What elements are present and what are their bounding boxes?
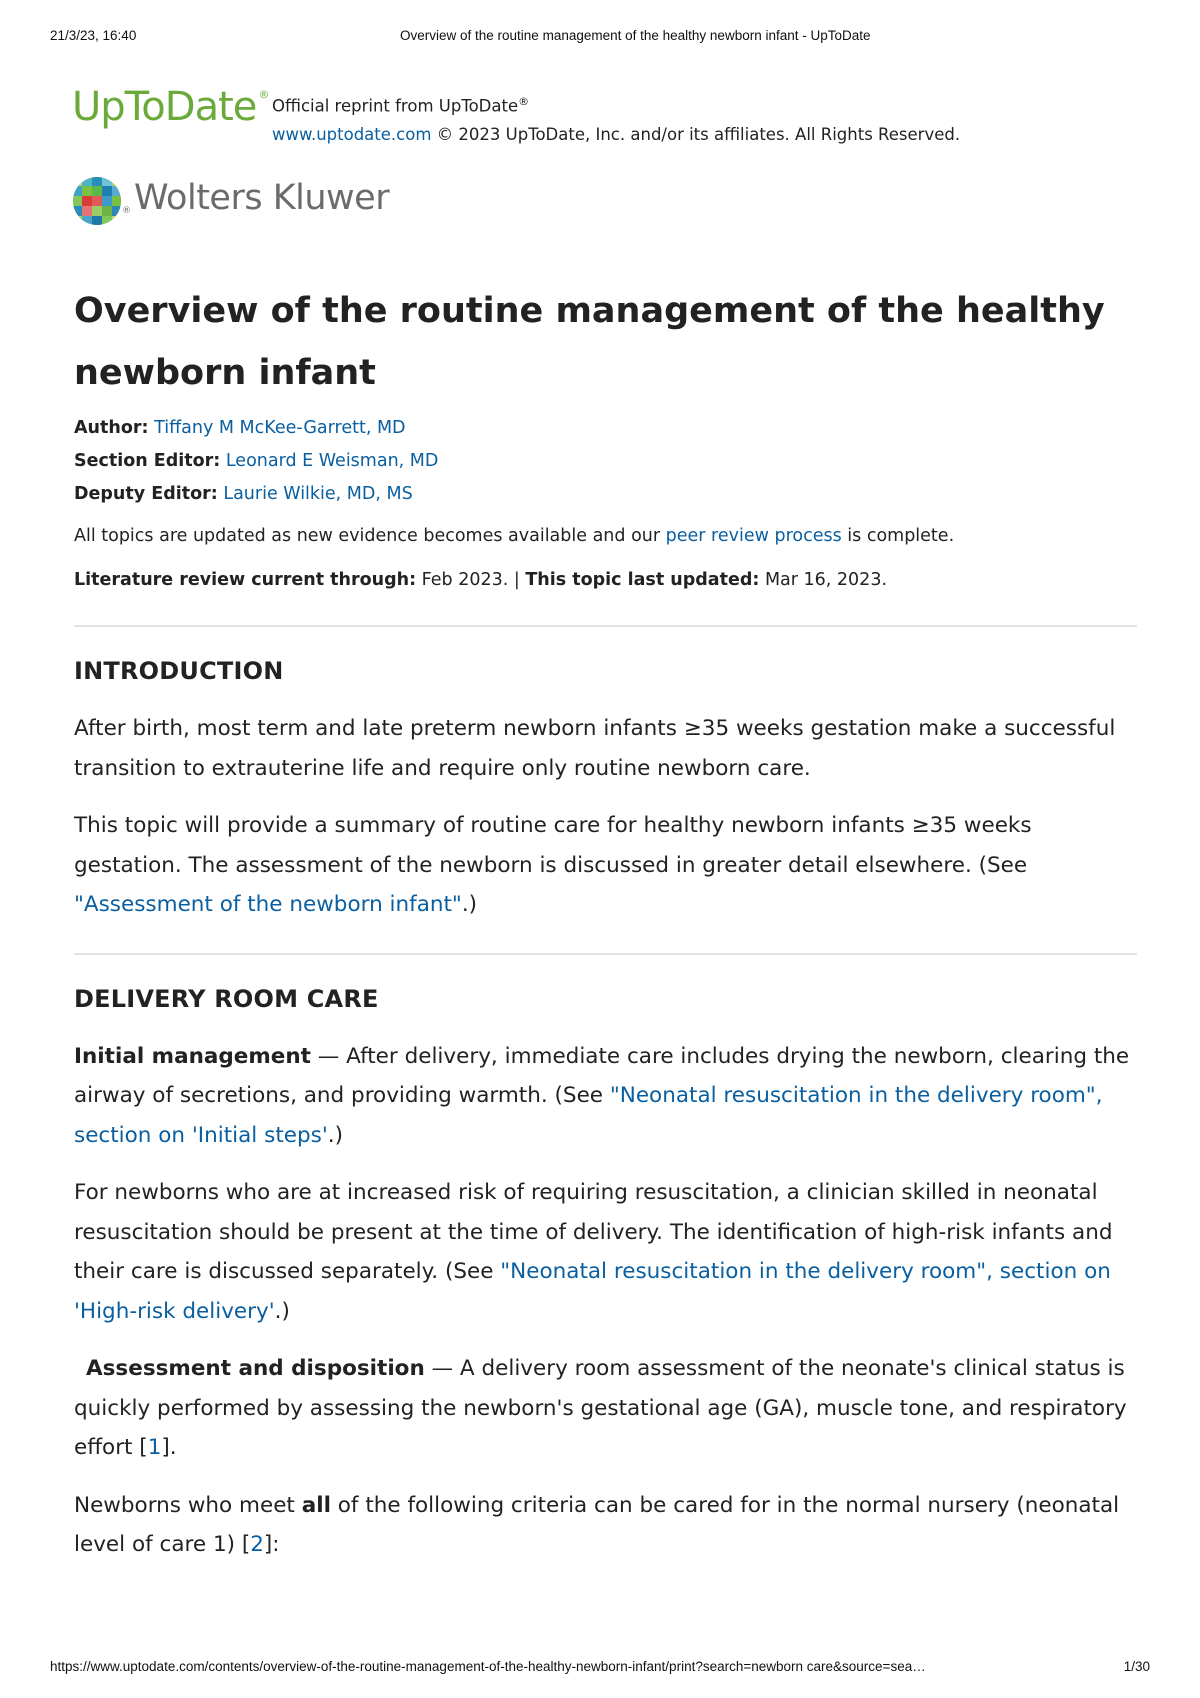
introduction-paragraph-2 <box>74 806 1137 925</box>
reprint-notice <box>272 88 960 149</box>
wk-registered-mark: ® <box>122 206 131 216</box>
section-editor-link[interactable]: Leonard E Weisman, MD <box>225 451 439 471</box>
initial-management-end: .) <box>327 1122 343 1148</box>
author-line <box>74 412 1137 445</box>
reprint-registered-mark: ® <box>518 95 530 108</box>
date-separator: | <box>508 570 526 590</box>
assessment-title: Assessment and disposition <box>86 1356 425 1381</box>
criteria-text: of the following criteria can be cared for in the normal nursery (neonatal level of care 1) [ <box>74 1492 1120 1557</box>
introduction-paragraph-1: After birth, most term and late preterm newborn infants ≥35 weeks gestation make a successful transition to extrauterine life and require only routine newborn care. <box>74 716 1116 781</box>
copyright-text: © 2023 UpToDate, Inc. and/or its affiliates. All Rights Reserved. <box>436 124 961 144</box>
assessment-paragraph <box>74 1349 1137 1468</box>
reference-1-link[interactable]: 1 <box>147 1435 162 1460</box>
lit-review-label: Literature review current through: <box>74 570 417 590</box>
wolters-kluwer-wordmark: Wolters Kluwer <box>134 178 390 218</box>
reference-2-link[interactable]: 2 <box>250 1532 264 1557</box>
article <box>74 280 1137 1565</box>
high-risk-text: For newborns who are at increased risk of requiring resuscitation, a clinician skilled in neonatal resuscitation should be present at the time of delivery. The identification of high-risk infants and their care is discussed separately. (See <box>74 1180 1113 1284</box>
update-note-end: is complete. <box>841 526 955 546</box>
criteria-end: ]: <box>263 1532 280 1557</box>
criteria-pre: Newborns who meet <box>74 1492 302 1518</box>
uptodate-logo[interactable] <box>72 84 269 130</box>
section-editor-label: Section Editor: <box>74 451 221 471</box>
deputy-editor-label: Deputy Editor: <box>74 484 218 504</box>
high-risk-end: .) <box>274 1298 290 1324</box>
print-header <box>0 28 1200 48</box>
initial-steps-link[interactable]: "Neonatal resuscitation in the delivery room", section on 'Initial steps' <box>74 1083 1103 1148</box>
last-updated-value: Mar 16, 2023. <box>759 570 888 590</box>
criteria-paragraph <box>74 1486 1137 1565</box>
introduction-p2-text: This topic will provide a summary of routine care for healthy newborn infants ≥35 weeks gestation. The assessment of the newborn is discussed in greater detail elsewhere. (See <box>74 813 1032 878</box>
deputy-editor-link[interactable]: Laurie Wilkie, MD, MS <box>223 484 413 504</box>
introduction-heading: INTRODUCTION <box>74 657 284 685</box>
initial-management-title: Initial management <box>74 1043 311 1069</box>
initial-management-text: — After delivery, immediate care includes drying the newborn, clearing the airway of secretions, and providing warmth. (See <box>74 1043 1130 1108</box>
registered-mark: ® <box>258 88 269 101</box>
section-editor-line <box>74 445 1137 478</box>
initial-management-paragraph <box>74 1037 1137 1156</box>
article-credits <box>74 412 1137 511</box>
assessment-newborn-link[interactable]: "Assessment of the newborn infant" <box>74 892 462 917</box>
introduction-p2-end: .) <box>461 892 478 917</box>
peer-review-link[interactable]: peer review process <box>665 526 842 546</box>
wolters-kluwer-logo-icon <box>72 176 122 226</box>
assessment-end: ]. <box>161 1435 177 1460</box>
uptodate-site-link[interactable]: www.uptodate.com <box>272 124 432 144</box>
deputy-editor-line <box>74 478 1137 511</box>
review-dates <box>74 565 1137 595</box>
article-title: Overview of the routine management of the healthy newborn infant <box>74 291 1105 393</box>
print-url: https://www.uptodate.com/contents/overview-of-the-routine-management-of-the-healthy-newborn-infant/print?search=newborn care&source=sea… <box>50 1659 926 1674</box>
update-note-text: All topics are updated as new evidence becomes available and our <box>74 526 666 546</box>
uptodate-logo-text: UpToDate <box>72 84 257 130</box>
update-note <box>74 521 1137 551</box>
delivery-room-heading: DELIVERY ROOM CARE <box>74 984 379 1013</box>
high-risk-paragraph <box>74 1173 1137 1331</box>
criteria-bold: all <box>301 1492 331 1518</box>
reprint-line: Official reprint from UpToDate <box>272 96 519 116</box>
print-footer <box>0 1659 1200 1679</box>
page-number: 1/30 <box>1123 1659 1150 1674</box>
lit-review-value: Feb 2023. <box>416 570 509 590</box>
section-divider <box>74 953 1137 955</box>
section-divider <box>74 625 1137 627</box>
print-doc-title: Overview of the routine management of the healthy newborn infant - UpToDate <box>400 28 871 43</box>
assessment-text: — A delivery room assessment of the neonate's clinical status is quickly performed by assessing the newborn's gestational age (GA), muscle tone, and respiratory effort [ <box>74 1356 1127 1460</box>
high-risk-delivery-link[interactable]: "Neonatal resuscitation in the delivery room", section on 'High-risk delivery' <box>74 1259 1111 1324</box>
print-date: 21/3/23, 16:40 <box>50 28 137 43</box>
author-label: Author: <box>74 418 149 438</box>
last-updated-label: This topic last updated: <box>525 570 760 590</box>
author-link[interactable]: Tiffany M McKee-Garrett, MD <box>154 418 406 438</box>
